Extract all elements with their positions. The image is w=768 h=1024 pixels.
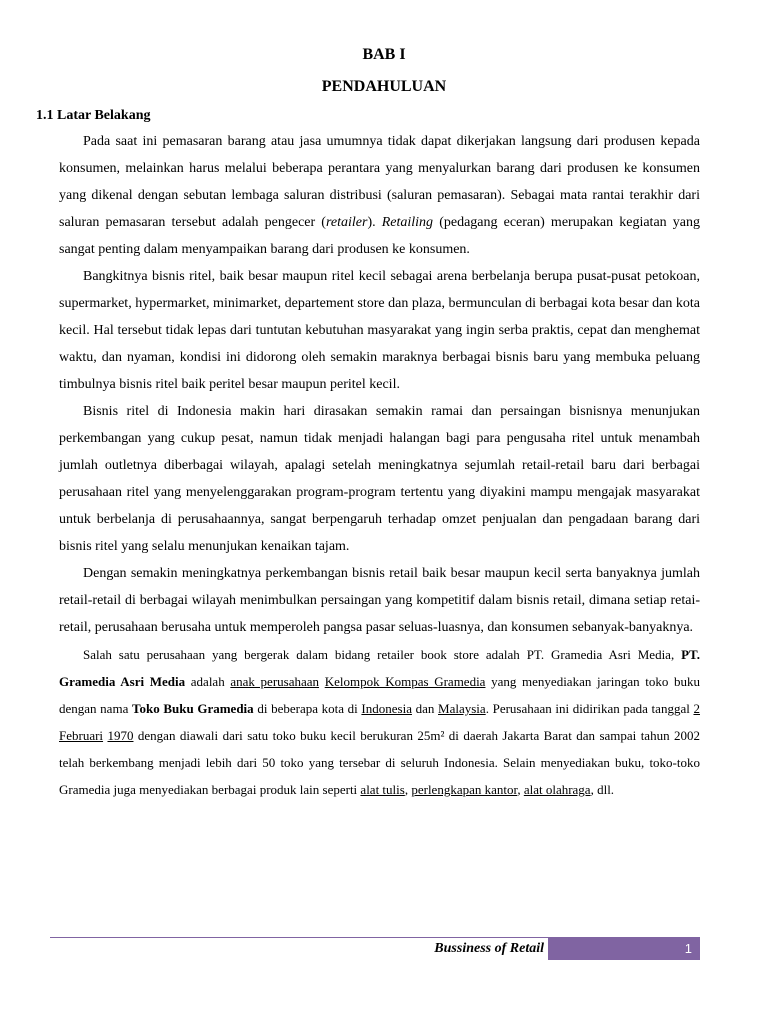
paragraph-text: ). bbox=[367, 215, 382, 230]
bold-term: Toko Buku Gramedia bbox=[131, 701, 254, 716]
paragraph-text: adalah bbox=[185, 674, 231, 689]
paragraph-3: Bisnis ritel di Indonesia makin hari dirasakan semakin ramai dan persaingan bisnisnya menunjukan perkembangan yang cukup pesat, namun tidak menjadi halangan bagi para pengusaha ritel untuk menambah jumlah outletnya diberbagai wilayah, apalagi setelah meningkatnya sejumlah retail-retail baru dari berbagai perusahaan ritel yang menyelenggarakan program-program tertentu yang diyakini mampu mengajak masyarakat untuk berbelanja di perusahaannya, sangat berpengaruh terhadap omzet penjualan dan pengadaan barang dari bisnis ritel yang selalu menunjukan kenaikan tajam. bbox=[59, 404, 700, 554]
chapter-number: BAB I bbox=[362, 46, 406, 63]
body-text bbox=[59, 128, 700, 803]
link-anak-perusahaan[interactable]: anak perusahaan bbox=[230, 674, 320, 689]
footer-title: Bussiness of Retail bbox=[434, 941, 544, 956]
paragraph-text: dengan diawali dari satu toko buku kecil berukuran 25m² di daerah Jakarta Barat dan sampai tahun 2002 telah berkembang menjadi lebih dari 50 toko yang tersebar di seluruh Indonesia. Selain menyediakan buku, toko-toko Gramedia juga menyediakan berbagai produk lain seperti bbox=[59, 728, 701, 797]
page-number-badge: 1 bbox=[548, 938, 700, 960]
paragraph-text: , bbox=[404, 782, 412, 797]
paragraph-text: . Perusahaan ini didirikan pada tanggal bbox=[485, 701, 694, 716]
link-alat-tulis[interactable]: alat tulis bbox=[360, 782, 405, 797]
paragraph-text: (pedagang eceran) merupakan kegiatan yang sangat penting dalam menyampaikan barang dari produsen ke konsumen. bbox=[59, 215, 701, 257]
paragraph-text: Pada saat ini pemasaran barang atau jasa umumnya tidak dapat dikerjakan langsung dari produsen kepada konsumen, melainkan harus melalui beberapa perantara yang menyalurkan barang dari produsen ke konsumen yang dikenal dengan sebutan lembaga saluran distribusi (saluran pemasaran). Sebagai mata rantai terakhir dari saluran pemasaran tersebut adalah pengecer ( bbox=[59, 134, 700, 230]
bold-term: PT. Gramedia Asri Media bbox=[59, 647, 700, 689]
italic-term: Retailing bbox=[381, 215, 434, 230]
italic-term: retailer bbox=[325, 215, 368, 230]
paragraph-text: di beberapa kota di bbox=[253, 701, 362, 716]
paragraph-5 bbox=[59, 641, 700, 803]
paragraph-text: , bbox=[517, 782, 524, 797]
paragraph-4: Dengan semakin meningkatnya perkembangan bisnis retail baik besar maupun kecil serta banyaknya jumlah retail-retail di berbagai wilayah menimbulkan persaingan yang kompetitif dalam bisnis retail, dimana setiap retai-retail, perusahaan berusaha untuk memperoleh pangsa pasar seluas-luasnya, dan konsumen sebanyak-banyaknya. bbox=[59, 566, 700, 635]
paragraph-text: , dll. bbox=[590, 782, 615, 797]
link-2-februari[interactable]: 2 Februari bbox=[59, 701, 700, 743]
paragraph-text: dan bbox=[411, 701, 439, 716]
paragraph-1 bbox=[59, 128, 700, 263]
link-indonesia[interactable]: Indonesia bbox=[361, 701, 412, 716]
section-heading: 1.1 Latar Belakang bbox=[36, 108, 151, 123]
link-alat-olahraga[interactable]: alat olahraga bbox=[523, 782, 591, 797]
link-1970[interactable]: 1970 bbox=[107, 728, 134, 743]
link-perlengkapan-kantor[interactable]: perlengkapan kantor bbox=[411, 782, 518, 797]
paragraph-text: yang menyediakan jaringan toko buku dengan nama bbox=[59, 674, 701, 716]
link-malaysia[interactable]: Malaysia bbox=[438, 701, 486, 716]
chapter-title: PENDAHULUAN bbox=[321, 78, 447, 95]
paragraph-2: Bangkitnya bisnis ritel, baik besar maupun ritel kecil sebagai arena berbelanja berupa pusat-pusat petokoan, supermarket, hypermarket, minimarket, departement store dan plaza, bermunculan di berbagai kota besar dan kota kecil. Hal tersebut tidak lepas dari tuntutan kebutuhan masyarakat yang ingin serba praktis, cepat dan menghemat waktu, dan nyaman, kondisi ini didorong oleh semakin maraknya berbagai bisnis baru yang membuka peluang timbulnya bisnis ritel baik peritel besar maupun peritel kecil. bbox=[59, 269, 700, 392]
paragraph-text: Salah satu perusahaan yang bergerak dalam bidang retailer book store adalah PT. Gramedia Asri Media, bbox=[83, 647, 682, 662]
link-kompas-gramedia[interactable]: Kelompok Kompas Gramedia bbox=[324, 674, 486, 689]
